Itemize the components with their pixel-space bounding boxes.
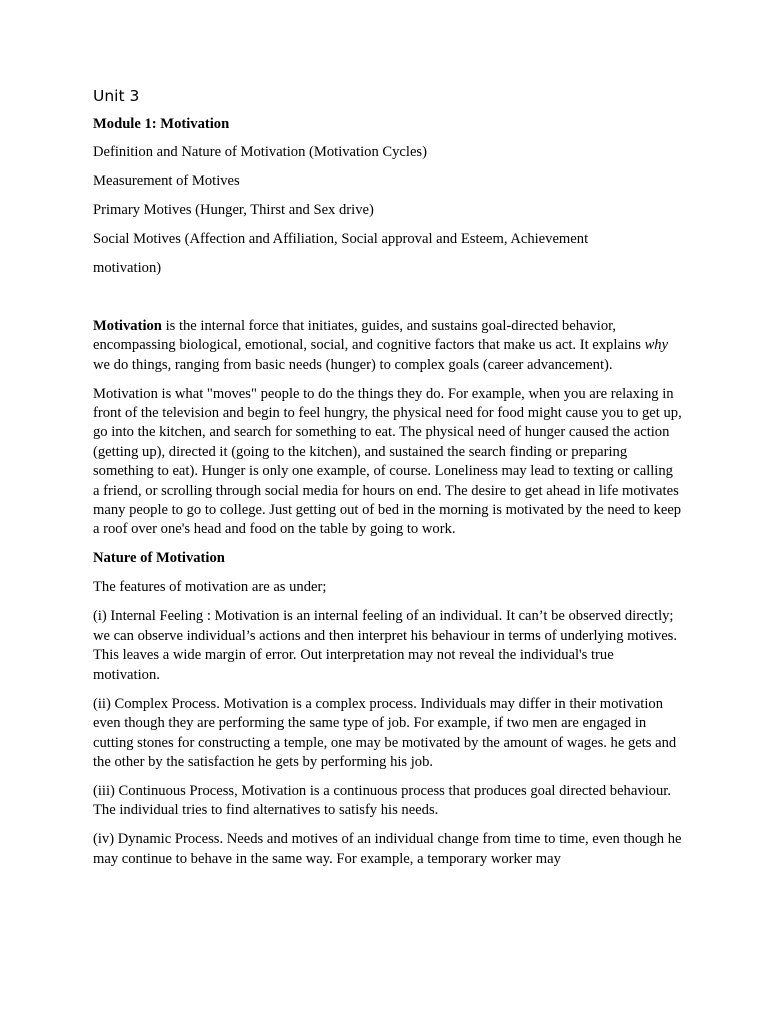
intro-term: Motivation [93,317,162,334]
feature-paragraph: (iv) Dynamic Process. Needs and motives of an individual change from time to time, even though he may continue to behave in the same way. For example, a temporary worker may [93,831,682,867]
document-page [93,86,683,879]
topic-item: Primary Motives (Hunger, Thirst and Sex drive) [93,202,374,219]
feature-paragraph: (ii) Complex Process. Motivation is a complex process. Individuals may differ in their motivation even though they are performing the same type of job. For example, if two men are engaged in cutting stones for constructing a temple, one may be motivated by the amount of wages. he gets and the other by the satisfaction he gets by performing his job. [93,695,677,770]
topic-line: Social Motives (Affection and Affiliation, Social approval and Esteem, Achievement [93,231,589,248]
intro-text: we do things, ranging from basic needs (hunger) to complex goals (career advancement). [93,356,613,373]
intro-paragraph [93,317,683,375]
nature-heading: Nature of Motivation [93,550,225,567]
feature-paragraph: (i) Internal Feeling : Motivation is an internal feeling of an individual. It can’t be observed directly; we can observe individual’s actions and then interpret his behaviour in terms of underlying motives. This leaves a wide margin of error. Out interpretation may not reveal the individual's true motivation. [93,608,678,683]
intro-text: is the internal force that initiates, guides, and sustains goal-directed behavior, encompassing biological, emotional, social, and cognitive factors that make us act. It explains [93,317,645,354]
module-title: Module 1: Motivation [93,116,230,132]
topic-item: Definition and Nature of Motivation (Motivation Cycles) [93,144,427,161]
topic-item: Measurement of Motives [93,173,240,190]
feature-paragraph: (iii) Continuous Process, Motivation is a continuous process that produces goal directed behaviour. The individual tries to find alternatives to satisfy his needs. [93,782,671,819]
topic-item-social-motives [93,230,683,278]
example-paragraph: Motivation is what "moves" people to do the things they do. For example, when you are relaxing in front of the television and begin to feel hungry, the physical need for food might cause you to get up, go into the kitchen, and search for something to eat. The physical need of hunger caused the action (getting up), directed it (going to the kitchen), and sustained the search finding or preparing something to eat). Hunger is only one example, of course. Loneliness may lead to texting or calling a friend, or scrolling through social media for hours on end. The desire to get ahead in life motivates many people to go to college. Just getting out of bed in the morning is motivated by the need to keep a roof over one's head and food on the table by going to work. [93,385,682,538]
topic-line: motivation) [93,260,162,277]
unit-title: Unit 3 [93,87,140,105]
intro-emphasis: why [644,337,669,354]
features-intro: The features of motivation are as under; [93,579,327,596]
